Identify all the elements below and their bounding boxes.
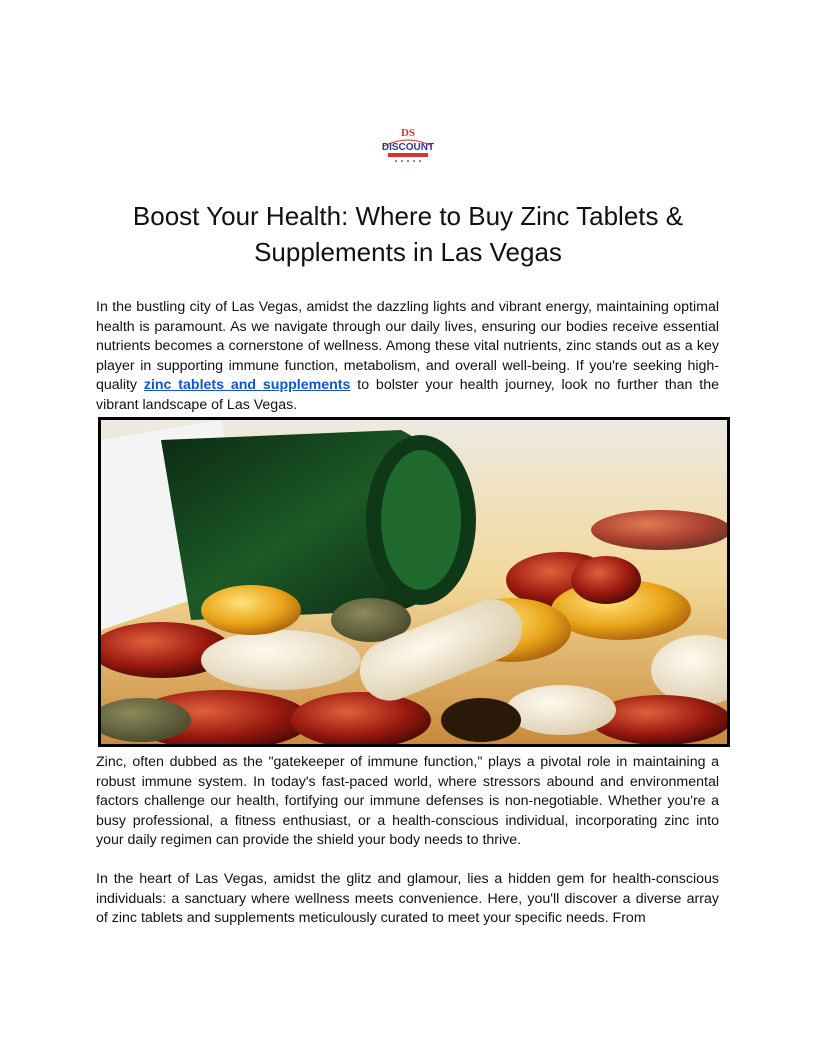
logo-text: DISCOUNT [381, 142, 435, 153]
intro-text-start: In the bustling city of Las Vegas, amidst the dazzling lights and vibrant energy, maintaining optimal health is paramount. As we navigate through our daily lives, ensuring our bodies receive essential nutrients becomes a cornerstone of wellness. Among these vital nutrients, zinc stands out as a key player in supporting immune function, metabolism, and overall well-being. If you're seeking high-quality [96, 299, 719, 393]
las-vegas-paragraph: In the heart of Las Vegas, amidst the glitz and glamour, lies a hidden gem for health-conscious individuals: a sanctuary where wellness meets convenience. Here, you'll discover a diverse array of zinc tablets and supplements meticulously curated to meet your specific needs. From [96, 871, 719, 926]
intro-text-end: to bolster your health journey, look no further than the vibrant landscape of Las Vegas. [96, 377, 720, 413]
article-title: Boost Your Health: Where to Buy Zinc Tablets & Supplements in Las Vegas [132, 201, 684, 267]
supplements-photo [98, 417, 730, 747]
supplements-illustration [101, 420, 727, 744]
zinc-products-link[interactable]: zinc tablets and supplements [143, 377, 351, 393]
immune-paragraph: Zinc, often dubbed as the "gatekeeper of immune function," plays a pivotal role in maintaining a robust immune system. In today's fast-paced world, where stressors abound and environmental factors challenge our health, fortifying our immune defenses is non-negotiable. Whether you're a busy professional, a fitness enthusiast, or a health-conscious individual, incorporating zinc into your daily regimen can provide the shield your body needs to thrive. [96, 754, 719, 848]
brand-logo [376, 124, 440, 164]
logo-image [376, 124, 440, 164]
intro-paragraph [96, 298, 719, 415]
logo-initials: DS [400, 127, 416, 139]
